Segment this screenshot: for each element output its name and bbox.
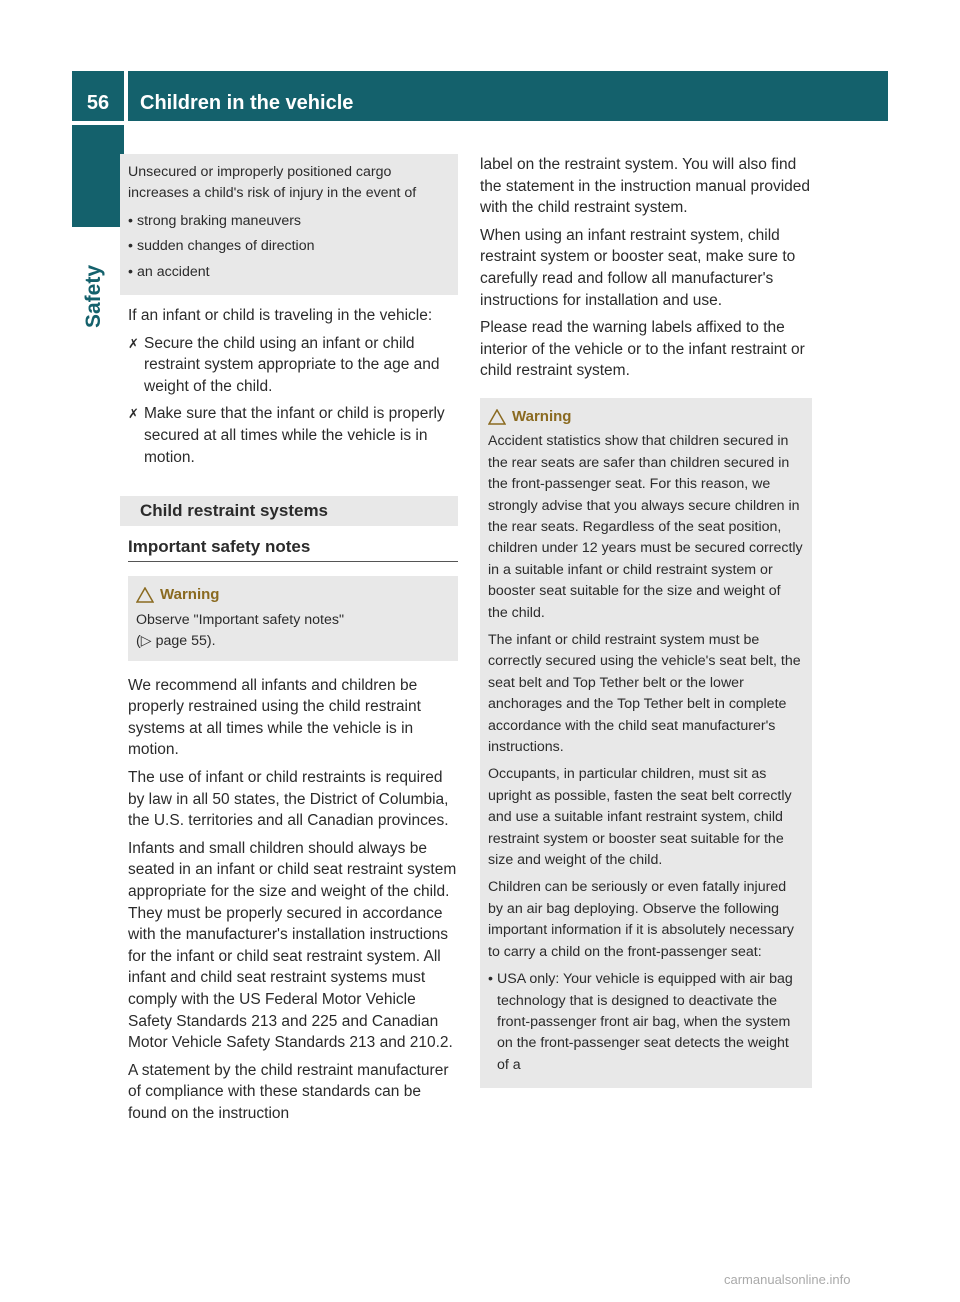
paragraph: Infants and small children should always be seated in an infant or child seat restraint system appropriate for the size and weight of the child. They must be properly secured in accordance with the manufacturer's installation instructions for the infant or child seat restraint system. All infant and child seat restraint systems must comply with the US Federal Motor Vehicle Safety Standards 213 and 225 and Canadian Motor Vehicle Safety Standards 213 and 210.2. — [128, 839, 457, 1052]
lead-text: If an infant or child is traveling in the vehicle: — [128, 307, 433, 325]
page-title: Children in the vehicle — [128, 71, 888, 121]
warning-paragraph: Children can be seriously or even fatally injured by an air bag deploying. Observe the following important information if it is absolutely necessary to carry a child on the front-passenger seat: — [488, 879, 794, 960]
warning-label: Warning — [160, 586, 220, 604]
section-tab-block — [72, 125, 124, 227]
page-number: 56 — [72, 71, 124, 121]
list-item: • USA only: Your vehicle is equipped with air bag technology that is designed to deactivate the front-passenger front air bag, when the system on the front-passenger seat detects the weight of a — [488, 969, 804, 1076]
paragraph: Please read the warning labels affixed to the interior of the vehicle or to the infant restraint or child restraint system. — [480, 319, 805, 380]
list-item: • strong braking maneuvers — [128, 211, 450, 232]
step-text: Secure the child using an infant or child restraint system appropriate to the age and weight of the child. — [144, 334, 440, 395]
warning-header — [136, 584, 450, 605]
instruction-step — [128, 333, 458, 398]
left-column — [120, 154, 458, 1130]
section-label: Safety — [82, 264, 105, 328]
warning-box — [480, 398, 812, 1088]
list-item: • an accident — [128, 262, 450, 283]
paragraph: label on the restraint system. You will also find the statement in the instruction manual provided with the child restraint system. — [480, 156, 810, 217]
warning-box — [128, 576, 458, 660]
warning-icon — [136, 587, 154, 603]
watermark: carmanualsonline.info — [724, 1272, 851, 1287]
step-arrow-icon: ✗ — [128, 335, 139, 351]
subsection-heading: Important safety notes — [128, 526, 458, 563]
cargo-note-box — [120, 154, 458, 295]
cargo-note-list — [128, 211, 450, 283]
paragraph: When using an infant restraint system, child restraint system or booster seat, make sure to carefully read and follow all manufacturer's instructions for installation and use. — [480, 226, 796, 309]
section-heading: Child restraint systems — [120, 496, 458, 526]
step-arrow-icon: ✗ — [128, 406, 139, 422]
warning-text: Observe "Important safety notes" — [136, 611, 345, 628]
warning-list — [488, 969, 804, 1076]
step-text: Make sure that the infant or child is properly secured at all times while the vehicle is in motion. — [144, 405, 445, 466]
warning-header — [488, 406, 804, 427]
paragraph: We recommend all infants and children be properly restrained using the child restraint systems at all times while the vehicle is in motion. — [128, 676, 421, 759]
warning-label: Warning — [512, 407, 572, 425]
paragraph: The use of infant or child restraints is required by law in all 50 states, the District of Columbia, the U.S. territories and all Canadian provinces. — [128, 768, 449, 830]
warning-paragraph: Accident statistics show that children secured in the rear seats are safer than children secured in the front-passenger seat. For this reason, we strongly advise that you always secure children in the rear seats. Regardless of the seat position, children under 12 years must be secured correctly in a suitable infant or child restraint system or booster seat suitable for the size and weight of the child. — [488, 433, 803, 621]
right-column — [480, 154, 812, 1088]
warning-paragraph: The infant or child restraint system must be correctly secured using the vehicle's seat belt, the seat belt and Top Tether belt or the lower anchorages and the Top Tether belt in complete accordance with the child seat manufacturer's instructions. — [488, 632, 801, 756]
warning-icon — [488, 409, 506, 425]
warning-paragraph: Occupants, in particular children, must sit as upright as possible, fasten the seat belt correctly and use a suitable infant restraint system, child restraint system or booster seat suitable for the size and weight of the child. — [488, 766, 792, 869]
cargo-note-intro: Unsecured or improperly positioned cargo increases a child's risk of injury in the event of — [128, 164, 417, 202]
page-reference-link[interactable]: (▷ page 55). — [136, 633, 216, 650]
paragraph: A statement by the child restraint manufacturer of compliance with these standards can be found on the instruction — [128, 1061, 449, 1122]
instruction-step — [128, 403, 458, 468]
list-item: • sudden changes of direction — [128, 236, 450, 257]
